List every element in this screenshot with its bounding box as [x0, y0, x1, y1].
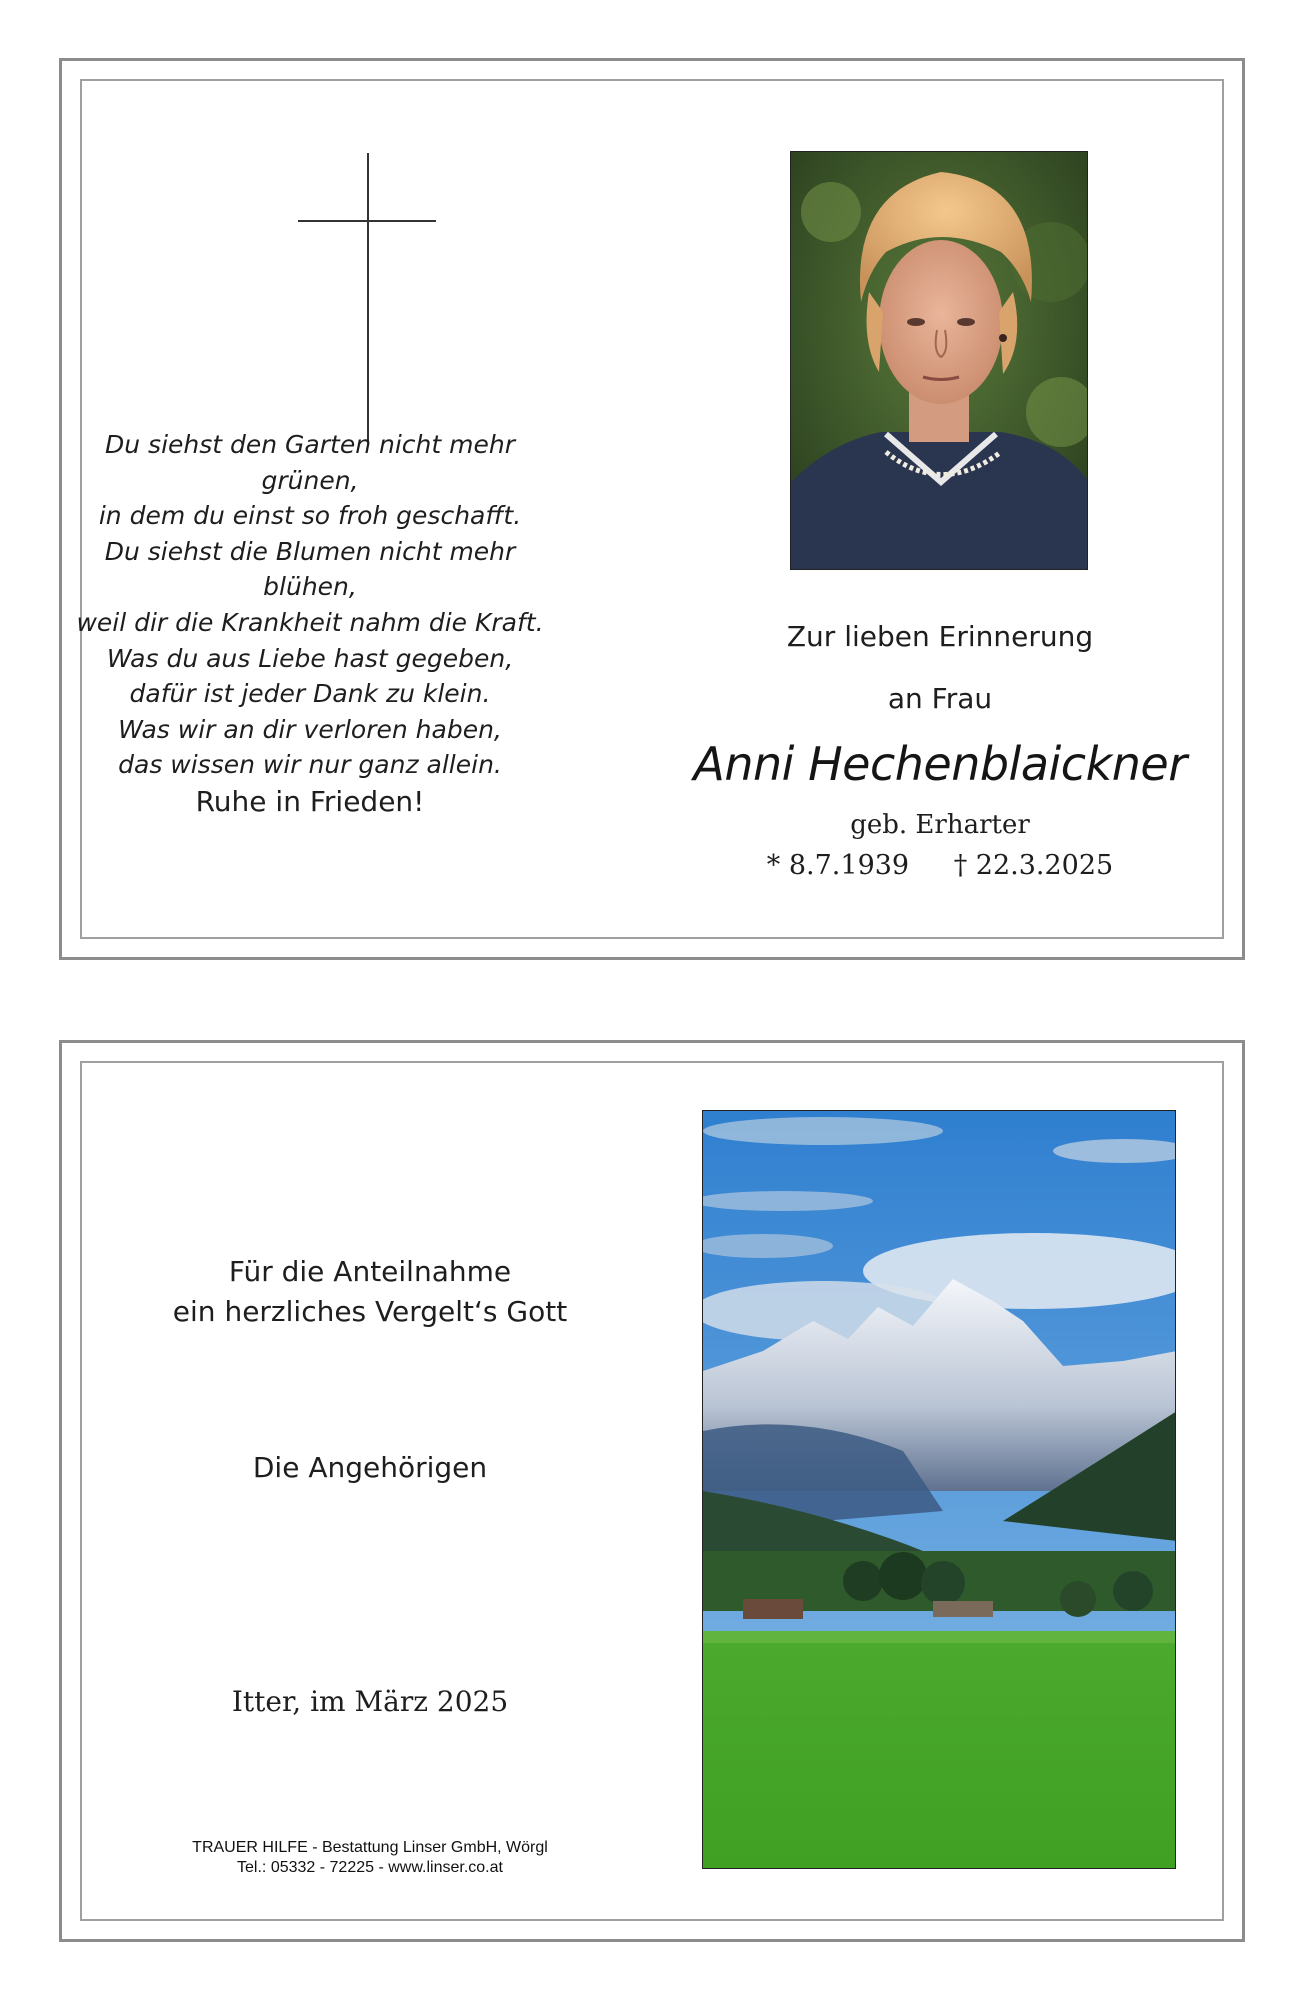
poem-line: dafür ist jeder Dank zu klein. [129, 679, 491, 709]
poem [60, 427, 560, 783]
thanks-line: ein herzliches Vergelt‘s Gott [172, 1295, 568, 1328]
poem-line: Du siehst die Blumen nicht mehr blühen, [104, 536, 516, 602]
place-date: Itter, im März 2025 [231, 1685, 509, 1718]
memory-line: Zur lieben Erinnerung [786, 620, 1094, 653]
deceased-name: Anni Hechenblaickner [693, 737, 1187, 791]
death-date: † 22.3.2025 [953, 850, 1114, 881]
portrait-photo [790, 151, 1088, 570]
poem-line: in dem du einst so froh geschafft. [98, 501, 522, 531]
life-dates [740, 850, 1140, 881]
thanks-line: Für die Anteilnahme [228, 1255, 512, 1288]
poem-line: Was wir an dir verloren haben, [118, 714, 502, 744]
funeral-home-footer [120, 1838, 620, 1878]
poem-line: weil dir die Krankheit nahm die Kraft. [76, 607, 544, 637]
poem-line: Du siehst den Garten nicht mehr grünen, [105, 430, 515, 495]
poem-line: das wissen wir nur ganz allein. [118, 750, 502, 780]
poem-line: Was du aus Liebe hast gegeben, [106, 643, 514, 673]
cross-icon [298, 153, 436, 443]
salutation: an Frau [887, 682, 993, 715]
birth-date: * 8.7.1939 [766, 850, 910, 881]
maiden-name: geb. Erharter [850, 810, 1030, 840]
relatives-text: Die Angehörigen [252, 1451, 488, 1484]
farewell-text: Ruhe in Frieden! [195, 785, 425, 818]
mountain-landscape-photo [702, 1110, 1176, 1869]
footer-line: TRAUER HILFE - Bestattung Linser GmbH, Wörgl [192, 1839, 548, 1856]
footer-line: Tel.: 05332 - 72225 - www.linser.co.at [237, 1859, 503, 1876]
thanks-text [120, 1252, 620, 1332]
